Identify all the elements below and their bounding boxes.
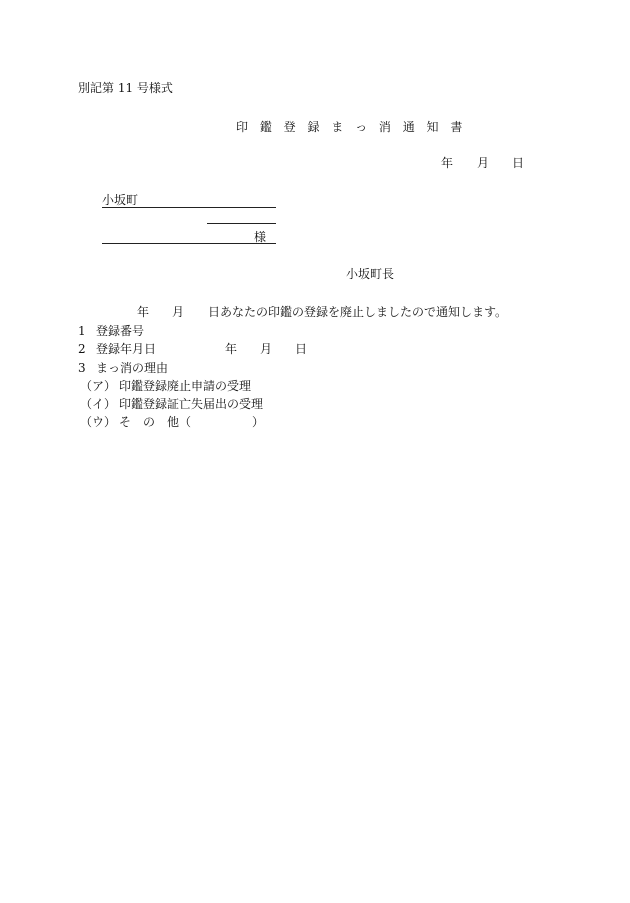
document-title: 印 鑑 登 録 ま っ 消 通 知 書 xyxy=(236,120,467,134)
item-date-year-label: 年 xyxy=(225,342,238,356)
reason-mark: （ウ） xyxy=(80,415,117,429)
reason-text: 印鑑登録証亡失届出の受理 xyxy=(119,397,264,411)
reason-mark: （イ） xyxy=(80,397,117,411)
date-month-label: 月 xyxy=(477,156,490,170)
body-text: 日あなたの印鑑の登録を廃止しましたので通知します。 xyxy=(208,305,508,319)
date-year-label: 年 xyxy=(441,156,454,170)
item-number: 2 xyxy=(78,342,86,356)
reason-mark: （ア） xyxy=(80,379,117,393)
item-number: 1 xyxy=(78,324,86,338)
reason-close-paren: ） xyxy=(252,415,265,429)
item-label-registration-number: 登録番号 xyxy=(96,324,145,338)
recipient-honorific: 様 xyxy=(254,230,267,244)
item-number: 3 xyxy=(78,361,86,375)
item-date-day-label: 日 xyxy=(295,342,308,356)
body-year-label: 年 xyxy=(137,305,150,319)
item-label-registration-date: 登録年月日 xyxy=(96,342,157,356)
form-number: 別記第 11 号様式 xyxy=(78,81,173,95)
issuer-name: 小坂町長 xyxy=(346,267,395,281)
date-day-label: 日 xyxy=(512,156,525,170)
recipient-address-underline xyxy=(102,207,276,208)
item-date-month-label: 月 xyxy=(260,342,273,356)
recipient-short-underline xyxy=(207,223,276,224)
recipient-town: 小坂町 xyxy=(102,193,139,207)
reason-text: 印鑑登録廃止申請の受理 xyxy=(119,379,252,393)
reason-text: そ の 他（ xyxy=(119,415,192,429)
body-month-label: 月 xyxy=(172,305,185,319)
item-label-cancellation-reason: まっ消の理由 xyxy=(96,361,169,375)
recipient-name-underline xyxy=(102,243,276,244)
